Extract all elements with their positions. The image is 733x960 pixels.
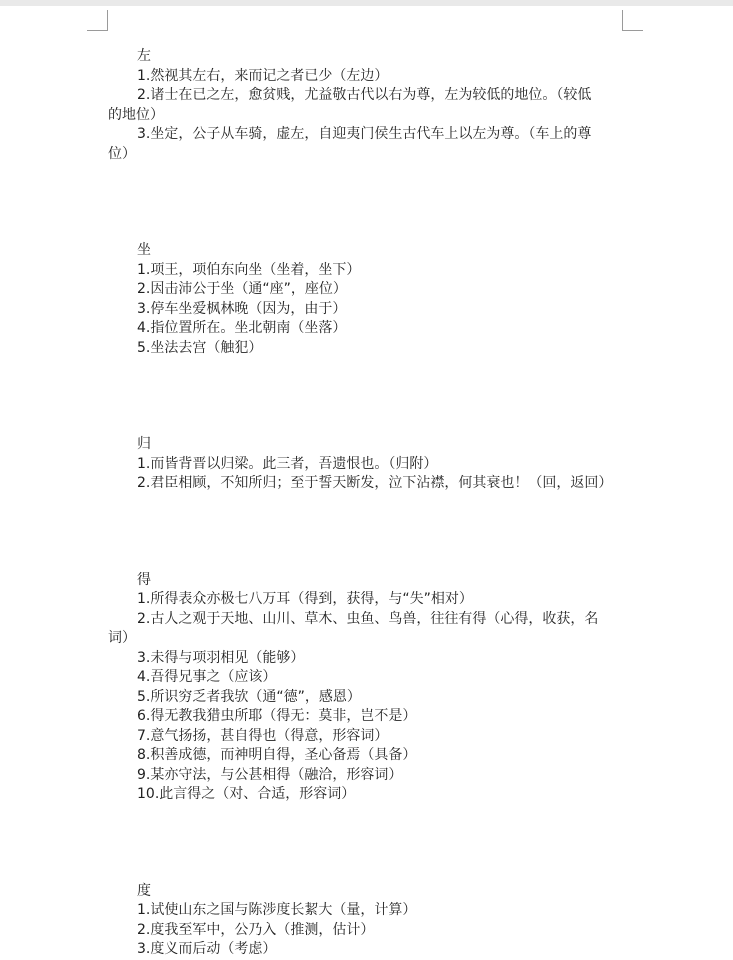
definition-line: 的地位） — [108, 106, 164, 123]
word-section — [108, 882, 628, 960]
section-spacer — [108, 494, 628, 571]
page-top-shade — [0, 0, 733, 6]
definition-line: 4.吾得兄事之（应该） — [137, 669, 277, 685]
document-body — [108, 47, 628, 960]
word-section — [108, 47, 628, 164]
word-section — [108, 241, 628, 358]
definition-line: 4.指位置所在。坐北朝南（坐落） — [137, 320, 347, 336]
definition-line: 1.然视其左右，来而记之者已少（左边） — [137, 67, 389, 84]
definition-line: 3.未得与项羽相见（能够） — [137, 649, 305, 666]
definition-line: 6.得无教我猎虫所耶（得无：莫非，岂不是） — [137, 708, 417, 724]
section-heading: 度 — [137, 882, 151, 899]
section-heading: 左 — [137, 48, 151, 64]
crop-mark-top-left — [87, 10, 108, 31]
definition-line: 词） — [108, 630, 136, 646]
word-section — [108, 435, 628, 494]
word-section — [108, 571, 628, 805]
definition-line: 5.所识穷乏者我欤（通“德”，感恩） — [137, 688, 361, 705]
definition-line: 2.度我至军中，公乃入（推测，估计） — [137, 921, 375, 938]
section-spacer — [108, 164, 628, 241]
definition-line: 7.意气扬扬，甚自得也（得意，形容词） — [137, 727, 389, 744]
definition-line: 1.而皆背晋以归梁。此三者，吾遗恨也。（归附） — [137, 455, 438, 472]
definition-line: 3.停车坐爱枫林晚（因为，由于） — [137, 300, 347, 317]
section-heading: 得 — [137, 571, 151, 588]
definition-line: 1.试使山东之国与陈涉度长絜大（量，计算） — [137, 902, 417, 918]
definition-line: 2.因击沛公于坐（通“座”，座位） — [137, 281, 347, 297]
section-heading: 坐 — [137, 242, 151, 258]
definition-line: 5.坐法去宫（触犯） — [137, 339, 263, 356]
definition-line: 8.积善成德，而神明自得，圣心备焉（具备） — [137, 747, 417, 763]
definition-line: 9.某亦守法，与公甚相得（融洽，形容词） — [137, 766, 403, 783]
definition-line: 2.古人之观于天地、山川、草木、虫鱼、鸟兽，往往有得（心得，收获，名 — [137, 610, 599, 627]
definition-line: 1.项王，项伯东向坐（坐着，坐下） — [137, 261, 361, 278]
definition-line: 2.诸士在已之左，愈贫贱，尤益敬古代以右为尊，左为较低的地位。（较低 — [137, 87, 592, 103]
section-heading: 归 — [137, 436, 151, 452]
definition-line: 10.此言得之（对、合适，形容词） — [137, 786, 356, 802]
definition-line: 3.度义而后动（考虑） — [137, 941, 277, 957]
definition-line: 位） — [108, 145, 136, 162]
definition-line: 2.君臣相顾，不知所归；至于誓天断发，泣下沾襟，何其衰也！（回，返回） — [137, 475, 613, 491]
definition-line: 3.坐定，公子从车骑，虚左，自迎夷门侯生古代车上以左为尊。（车上的尊 — [137, 126, 592, 142]
section-spacer — [108, 805, 628, 882]
definition-line: 1.所得表众亦极七八万耳（得到，获得，与“失”相对） — [137, 591, 473, 607]
section-spacer — [108, 358, 628, 435]
crop-mark-top-right — [622, 10, 643, 31]
